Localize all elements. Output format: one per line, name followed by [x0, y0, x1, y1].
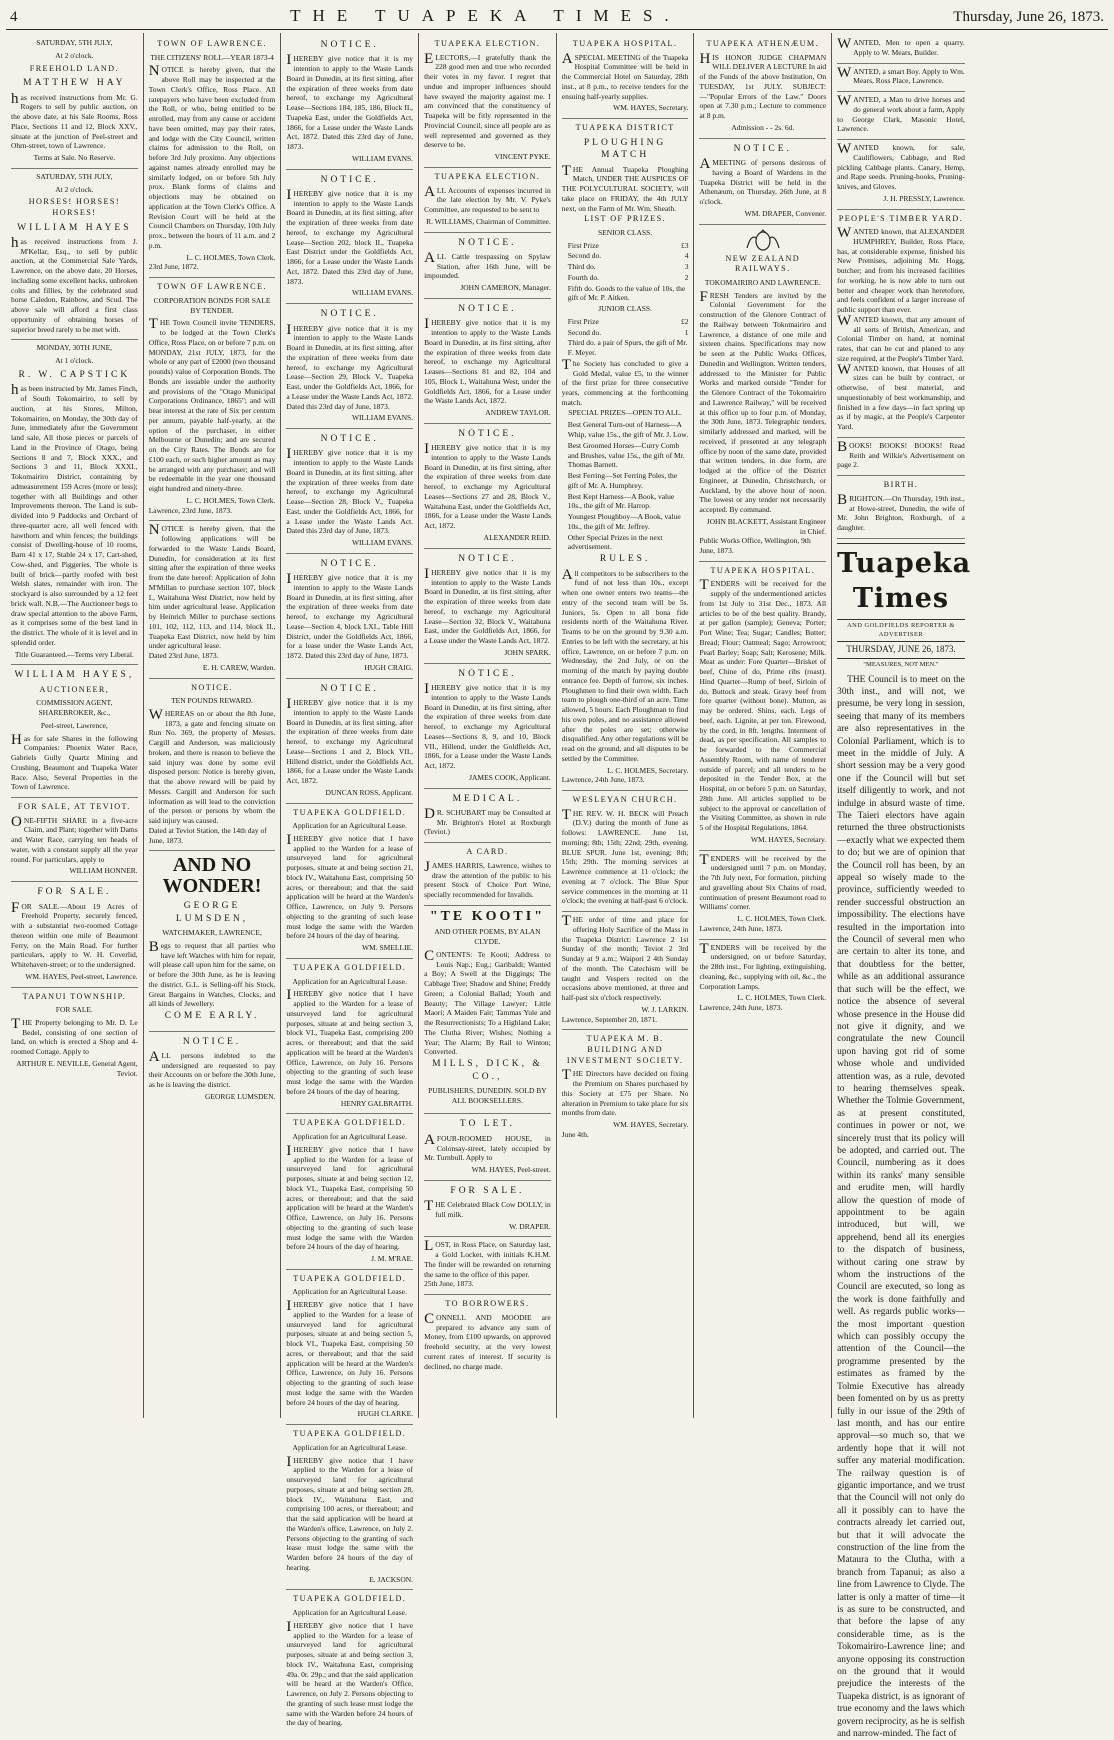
- ad-body: BRIGHTON.—On Thursday, 19th inst., at Howe-street, Dunedin, the wife of Mr. John Brighton, Roxburgh, of a daughter.: [837, 491, 965, 533]
- ad-date: Public Works Office, Wellington, 9th June, 1873.: [699, 536, 811, 556]
- wanted-ad: [837, 140, 965, 210]
- ad-signature: VINCENT PYKE.: [494, 152, 551, 162]
- ad-body: IHEREBY give notice that it is my intention to apply to the Waste Lands Board in Dunedin, at its first sitting, after the expiration of three weeks from date hereof, to exchange my Agricultural Lease—Section 29, Block V., Tuapeka East, under the Goldfields Act, 1866, for a Lease under the Waste Lands Act, 1872. Dated this 23rd day of June, 1873.: [286, 321, 414, 411]
- ad-subheading: FOR SALE.: [55, 1005, 93, 1015]
- ad-heading: TUAPEKA GOLDFIELD.: [293, 962, 407, 972]
- ad-name: WILLIAM HAYES: [17, 222, 132, 233]
- nameplate: Tuapeka Times: [837, 543, 965, 620]
- lost-notice: [424, 1237, 551, 1295]
- card-notice: [424, 843, 551, 906]
- ad-signature: WILLIAM EVANS.: [351, 413, 414, 423]
- ad-subheading: PUBLISHERS, DUNEDIN. SOLD BY ALL BOOKSELLERS.: [428, 1085, 547, 1105]
- ad-body: IHEREBY give notice that it is my intention to apply to the Waste Lands Board in Dunedin, at its first sitting, after the expiration of three weeks from date hereof, to exchange my Agricultural Leases—Sections 81 and 82, 104 and 105, Block I., Waitahuna West, under the Goldfields Act, 1866, for a Lease under the Waste Lands Act, 1872.: [424, 316, 551, 406]
- tapanui-township-ad: [11, 988, 138, 1084]
- lease-notice: [286, 679, 413, 804]
- ad-heading: TUAPEKA GOLDFIELD.: [293, 1118, 407, 1128]
- ad-signature: JOHN CAMERON, Manager.: [460, 283, 551, 293]
- ad-body: FOR SALE.—About 19 Acres of Freehold Property, securely fenced, with a substantial two-roomed Cottage thereon within one mile of Beaumont Ferry, on the Main Road. For further particulars, apply to W. H. Coverlid, Whitehaven-street; or to the undersigned.: [11, 899, 138, 969]
- ad-body: ELECTORS,—I gratefully thank the 228 good men and true who recorded their votes in my favor. I regret that undue and improper influences should have swayed the majority against me. I am convinced that the constituency of Tuapeka will be fitly represented in the Provincial Council, since all people are as well represented and governed as they deserve to be.: [424, 50, 551, 150]
- wesleyan-church-notice: [562, 791, 689, 912]
- ad-body: WANTED known, for sale, Cauliflowers, Cabbage, and Red pickling Cabbage plants. Canary, Hemp, and Rape seeds. Pruning-hooks, Pruning-knives, and Gloves.: [837, 141, 965, 191]
- ad-title: PLOUGHING MATCH: [583, 137, 667, 161]
- ad-subheading: Application for an Agricultural Lease.: [292, 976, 407, 986]
- ad-heading: NOTICE.: [733, 143, 792, 154]
- ad-heading: TO LET.: [459, 1119, 515, 1130]
- column-2: [144, 33, 282, 1418]
- ad-signature: WILLIAM HONNER.: [69, 866, 138, 876]
- ad-heading: MEDICAL.: [452, 793, 523, 804]
- ad-heading: FOR SALE.: [37, 887, 112, 898]
- ad-body: TENDERS will be received by the undersigned until 7 p.m. on Monday, the 7th July next, For formation, pitching and gravelling about Six Chains of road, continuation of present Beaumont road to Williams' corner.: [699, 851, 827, 912]
- ad-heading: TUAPEKA ATHENÆUM.: [706, 39, 820, 48]
- ad-heading: WESLEYAN CHURCH.: [572, 795, 678, 804]
- ad-call-to-action: COME EARLY.: [164, 1011, 260, 1022]
- ad-signature: JOHN BLACKETT, Assistant Engineer in Chief.: [706, 516, 827, 536]
- ad-signature: JOHN SPARK.: [504, 647, 551, 657]
- ad-body: WANTED, a Man to drive horses and do general work about a farm, Apply to George Clark, Masonic Hotel, Lawrence.: [837, 93, 965, 134]
- prize-value: 2: [684, 272, 689, 282]
- ad-signature: ARTHUR E. NEVILLE, General Agent, Teviot.: [16, 1058, 138, 1078]
- waste-lands-notice: [149, 521, 276, 678]
- ad-body: IHEREBY give notice that it is my intention to apply to the Waste Lands Board in Dunedin, at its first sitting, after the expiration of three weeks from date hereof, to exchange my Agricultural Leases—Sections 27 and 28, Block V., Waitahuna East, under the Goldfields Act, 1866, for a Lease under the Waste Lands Act, 1872.: [424, 441, 551, 531]
- election-accounts: [424, 168, 551, 233]
- ad-signature: R. WILLIAMS, Chairman of Committee.: [426, 216, 551, 226]
- ad-body: NOTICE is hereby given, that the above Roll may be inspected at the Town Clerk's Office, Ross Place. All ratepayers who have been excluded from the Roll, or who, being entitled to be enrolled, may from any cause or accident have been omitted, may pay their rates, and lodge with the City Council, written claims for admission to the Roll, on before 3rd July proximo. Any objections against names already enrolled may be similarly lodged, on or before 5th July prox. Blank forms of claims and objections may be obtained on application at the Town Clerk's Office. A Revision Court will be held at the Council Chambers on Thursday, 10th July prox., between the hours of 11 a.m. and 2 p.m.: [148, 63, 276, 250]
- wanted-ad: [837, 64, 965, 93]
- election-thanks: [424, 35, 551, 168]
- birth-notice: [837, 476, 965, 539]
- ad-body: THE Directors have decided on fixing the Premium on Shares purchased by this Society at £75 per Share. No alteration in Premium to take place for six months from date.: [561, 1067, 689, 1118]
- ad-heading: BIRTH.: [883, 480, 919, 490]
- prize-label: Second do.: [567, 251, 602, 261]
- ad-date: 25th June, 1873.: [424, 1279, 474, 1289]
- ad-heading: PEOPLE'S TIMBER YARD.: [838, 213, 964, 223]
- goldfield-application: [286, 1425, 413, 1590]
- ad-date: MONDAY, 30TH JUNE,: [36, 343, 113, 353]
- ad-signature: W. J. LARKIN.: [641, 1004, 689, 1014]
- ad-heading: NOTICE.: [458, 303, 517, 314]
- ad-terms: Terms at Sale. No Reserve.: [33, 153, 116, 162]
- ad-heading: "TE KOOTI": [429, 908, 545, 924]
- rules-heading: RULES.: [599, 554, 651, 565]
- ad-body: IHEREBY give notice that I have applied to the Warden for a lease of unsurveyed land for agricultural purposes, situate at and being section 28, block IV., Waitahuna East, and comprising 100 acres, or thereabout; and that the said application will be heard at the Warden's office, Lawrence, on July 2. Persons objecting to the granting of such lease must lodge the same with the Warden before 24 hours of the day of hearing.: [286, 1453, 414, 1572]
- column-3: [281, 33, 419, 1728]
- ad-heading: TUAPEKA GOLDFIELD.: [293, 1273, 407, 1283]
- ad-body: IHEREBY give notice that I have applied to the Warden for a lease of unsurveyed land for agricultural purposes, situate at and being section 5, block VI., Tuapeka East, comprising 50 acres, or thereabout; and that the said application will be heard at the Warden's Office, Lawrence, on July 16. Persons objecting to the granting of such lease must lodge the same with the Warden before 24 hours of the day of hearing.: [286, 1298, 414, 1407]
- building-society-notice: [562, 1030, 689, 1144]
- ad-signature: WILLIAM EVANS.: [351, 288, 414, 298]
- ad-heading: TUAPEKA ELECTION.: [434, 39, 541, 48]
- mass-notice: [562, 912, 689, 1030]
- prize-row: [568, 241, 689, 251]
- ad-body: IHEREBY give notice that I have applied to the Warden for a lease of unsurveyed land for agricultural purposes, situate at and being section 12, block VI., Tuapeka East, comprising 50 acres, or thereabout; and that the said application will be heard at the Warden's Office, Lawrence, on July 16. Persons objecting to the granting of such lease must lodge the same with the Warden before 24 hours of the day of hearing.: [286, 1142, 414, 1252]
- ad-name: MATTHEW HAY: [23, 78, 126, 89]
- capstick-auction-ad: [11, 340, 138, 665]
- ad-body: WANTED known, that ALEXANDER HUMPHREY, Builder, Ross Place, has, at considerable expense, finished his New Premises, adjoining Mr. Hogg, butcher; and from his increased facilities for working, he is now able to turn out better and cheaper work than heretofore, and feels confident of a larger increase of public support than ever.: [837, 225, 965, 315]
- ad-signature: J. H. PRESSLY, Lawrence.: [883, 193, 965, 203]
- ad-signature: WILLIAM EVANS.: [351, 153, 414, 163]
- ad-heading: FREEHOLD LAND.: [29, 63, 119, 73]
- prize-label: First Prize: [567, 240, 599, 250]
- ad-signature: JAMES COOK, Applicant.: [469, 772, 551, 782]
- column-6: [694, 33, 832, 1418]
- ad-date: Lawrence, 24th June, 1873.: [699, 923, 783, 933]
- lease-notice: [424, 549, 551, 664]
- ad-heading: FOR SALE.: [450, 1185, 525, 1196]
- ad-body: IHEREBY give notice that I have applied to the Warden for a lease of unsurveyed land for agricultural purposes, situate at and being section 3, block IV., Waitahuna East, comprising 49a. 0r. 29p.; and that the said application will be heard at the Warden's Office, Lawrence, on July 2. Persons objecting to the granting of such lease must lodge the same with the Warden before 24 hours of the day of hearing.: [286, 1618, 414, 1728]
- ad-body: WANTED known, that any amount of all sorts of British, American, and Colonial Timber on hand, at nominal rates, that can be cut and planed to any size required, at the People's Timber Yard.: [837, 312, 965, 363]
- prize-row: [568, 317, 689, 327]
- hospital-tender-ad: [699, 562, 826, 851]
- ad-body: WHEREAS on or about the 8th June, 1873, a gate and fencing situate on Run No. 369, the property of Messrs. Cargill and Anderson, was maliciously broken, and there is reason to believe the said injury was done by some evil disposed person: Notice is hereby given, that the above reward will be paid by Messrs. Cargill and Anderson for such information as will lead to the conviction of the person or persons by whom the said injury was caused.: [148, 706, 276, 826]
- ad-heading: NOTICE.: [320, 40, 379, 50]
- prize-row: Third do. a pair of Spurs, the gift of Mr. F. Meyer.: [567, 338, 688, 358]
- ad-heading: NOTICE.: [320, 434, 379, 445]
- ad-body: IHEREBY give notice that it is my intention to apply to the Waste Lands Board in Dunedin, at its first sitting, after the expiration of three weeks from date hereof, to exchange my Agricultural Lease—Section 4, block LXI., Table Hill District, under the Goldfields Act, 1866, for a lease under the Waste Lands Act, 1872. Dated this 23rd day of June, 1873.: [286, 571, 414, 661]
- rules-body: All competitors to be subscribers to the fund of not less than 10s., except when one owner enters two teams—the entry of the second team will be 5s. Juniors, 5s. Open to all bona fide residents north of the Waitahuna River. Teams to be on the ground by 9.30 a.m. Entries to be left with the secretary, at his office, Lawrence, on or before 7 p.m. on Wednesday, the 2nd July, or on the morning of the match by paying double entrance fee. Depth of furrow, six inches. Ploughmen to find their own width. Each team to plough one-third of an acre. Time allowed, 5 hours. Each Ploughman to find his own poles, and no assistance allowed after the poles are set; otherwise disqualified. Any other regulations will be read on the ground, and all disputes to be settled by the Committee.: [561, 566, 689, 763]
- column-1: [6, 33, 144, 1418]
- wanted-ad: [837, 35, 965, 64]
- ad-body: THE REV. W. H. BECK will Preach (D.V.) during the month of June as follows: LAWRENCE. June 1st, morning; 8th; 15th; 22nd; 29th, evening. BLUE SPUR. June 1st, evening; 8th; 15th; 29th. The morning services at Lawrence commence at 11 o'clock; the evening at 7 o'clock. The Blue Spur service commences in the morning at 11 o'clock; the evening at half-past 6 o'clock.: [561, 806, 689, 906]
- ad-body: FRESH Tenders are invited by the Colonial Government for the construction of the Glenore Contract of the Railway between Tokomairiro and Lawrence, a distance of one mile and sixteen chains. Specifications may now be seen at the Public Works Offices, Dunedin and Wellington. Written tenders, addressed to the Minister for Public Works and marked outside "Tender for the Glenore Contract of the Tokomairiro and Lawrence Railway," will be received at this office up to four p.m. of Monday, the 30th June, 1873. Telegraphic tenders, similarly addressed and marked, will be received, if presented at any telegraph office by noon of the same date, provided that written tenders, in due form, are lodged at the office of the District Engineer, at Dunedin, Christchurch, or Auckland, by the above hour of noon. The lowest or any tender not necessarily accepted. By command.: [699, 288, 827, 515]
- coat-of-arms-icon: [743, 230, 783, 252]
- prize-value: £3: [680, 240, 689, 250]
- prize-value: 3: [684, 262, 689, 272]
- ad-body: CONNELL AND MOODIE are prepared to advance any sum of Money, from £100 upwards, on approved freehold security, at the very lowest current rates of interest. If security is declined, no charge made.: [424, 1310, 551, 1371]
- ad-signature: HUGH CRAIG.: [364, 662, 414, 672]
- admission-price: Admission - - 2s. 6d.: [731, 122, 795, 132]
- junior-prize-list: [562, 317, 689, 358]
- ad-heading: HORSES! HORSES! HORSES!: [28, 197, 120, 217]
- ad-body: WANTED, a smart Boy. Apply to Wm. Mears, Ross Place, Lawrence.: [837, 64, 965, 86]
- ad-signature: DUNCAN ROSS, Applicant.: [325, 787, 414, 797]
- senior-class-heading: SENIOR CLASS.: [598, 227, 653, 237]
- prize-row: Fifth do. Goods to the value of 10s, the gift of Mr. P. Aitken.: [567, 283, 686, 303]
- wanted-ad: [837, 92, 965, 140]
- timber-yard-ad: [837, 210, 965, 438]
- ad-heading: NOTICE.: [320, 174, 379, 185]
- lease-notice: [424, 664, 551, 789]
- cow-sale-ad: [424, 1181, 551, 1238]
- lease-notice: [424, 299, 551, 424]
- ad-terms: Title Guaranteed.—Terms very Liberal.: [14, 649, 134, 659]
- ad-signature: WM. HAYES, Secretary.: [750, 834, 827, 844]
- ad-body: IHEREBY give notice that it is my intention to apply to the Waste Lands Board in Dunedin, at its first sitting, after the expiration of three weeks from date hereof, to exchange my Agricultural Leases—Sections 8, 9, and 10, Block VII., Hillend, under the Goldfields Act, 1866, for a Lease under the Waste Lands Act, 1872.: [424, 681, 551, 771]
- cattle-notice: [424, 233, 551, 299]
- ad-heading: FOR SALE, AT TEVIOT.: [17, 802, 131, 811]
- ad-heading: AND NO WONDER!: [162, 854, 262, 898]
- ad-signature: WM. HAYES, Peel-street, Lawrence.: [25, 971, 138, 981]
- corporation-bonds-notice: [149, 278, 276, 521]
- prize-value: £2: [680, 316, 689, 326]
- prize-row: Best Groomed Horses—Curry Comb and Brushes, value 15s., the gift of Mr. Thomas Barnett.: [567, 440, 685, 470]
- books-ad: [837, 438, 965, 476]
- ad-heading: TUAPEKA HOSPITAL.: [710, 565, 816, 575]
- ad-heading: NOTICE.: [320, 309, 379, 320]
- ad-date: Dated at Teviot Station, the 14th day of June, 1873.: [148, 825, 267, 845]
- prize-row: [568, 251, 689, 261]
- ad-heading: TUAPEKA GOLDFIELD.: [293, 807, 407, 817]
- columns: [6, 33, 1108, 1740]
- ad-heading: TO BORROWERS.: [445, 1299, 530, 1309]
- ad-name: R. W. CAPSTICK: [18, 369, 131, 380]
- ad-signature: WM. HAYES, Secretary.: [613, 1120, 689, 1130]
- nameplate-subtitle: AND GOLDFIELDS REPORTER & ADVERTISER: [847, 622, 955, 638]
- prize-row: [568, 262, 689, 272]
- special-prizes-heading: SPECIAL PRIZES—OPEN TO ALL.: [568, 407, 682, 417]
- ad-location: Peel-street, Lawrence,: [40, 720, 108, 730]
- ad-signature: WM. DRAPER, Convener.: [744, 208, 827, 218]
- ad-body: IHEREBY give notice that it is my intention to apply to the Waste Lands Board in Dunedin, at its first sitting, after the expiration of three weeks from date hereof, to exchange my Agricultural Lease—Sections 1 and 2, Block VII., Hillend district, under the Goldfields Act, 1866, for a Lease under the Waste Lands Act, 1872.: [286, 696, 414, 786]
- ad-heading: NEW ZEALAND RAILWAYS.: [725, 253, 801, 274]
- ad-heading: NOTICE.: [191, 682, 233, 692]
- ad-body: has received instructions from J. M'Kellar, Esq., to sell by public auction, at the Commercial Sale Yards, Lawrence, on the above date, 20 Horses, including some excellent hacks, unbroken colts and fillies, by the celebrated stud horse Caledon, Rainbow, and Scud. The above sale will afford a first class opportunity of obtaining horses of superior breed rarely to be met with.: [11, 234, 138, 334]
- ad-signature: WM. HAYES, Peel-street.: [471, 1165, 551, 1174]
- ad-body: TENDERS will be received by the undersigned, on or before Saturday, the 28th inst., For lighting, extinguishing, cleaning, &c., supplying with oil, &c., the Corporation Lamps.: [699, 940, 827, 991]
- ad-signature: HUGH CLARKE.: [357, 1409, 414, 1419]
- ad-subheading: WATCHMAKER, LAWRENCE,: [162, 928, 262, 938]
- ad-body: ALL Cattle trespassing on Spylaw Station, after 16th June, will be impounded.: [424, 249, 551, 281]
- ad-body: LOST, in Ross Place, on Saturday last, a Gold Locket, with initials K.H.M. The finder will be rewarded on returning the same to the office of this paper.: [424, 1238, 551, 1279]
- ad-date: Lawrence, September 20, 1871.: [561, 1014, 658, 1024]
- ad-signature: HENRY GALBRAITH.: [340, 1098, 414, 1108]
- ad-signature: WILLIAM EVANS.: [351, 538, 414, 548]
- ad-name: WILLIAM HAYES,: [14, 670, 135, 681]
- ad-name: GEORGE LUMSDEN,: [175, 901, 249, 924]
- editorial-text: THE Council is to meet on the 30th inst., and will not, we presume, be very long in session, seeing that many of its members are also representatives in the Colonial Parliament, which is to meet in the middle of July. A short session may be a very good one if the Council will but set itself diligently to work, and not indulge in absurd waste of time. The Taieri electors have again returned the three obstructionists—exactly what we expected them to do; but we are of opinion that the Council roll has been, by an appeal so wisely made to the province, sufficiently weeded to render successful obstruction an impossibility. The elections have resulted in the importation into the Council of several men who are certain to alter its tone, and that doubtless for the better, while as an additional assurance that such will be the effect, we notice the absence of several whose presence in the House did not give it dignity, and we congratulate the new Council upon having got rid of some whose whole and undivided attention was, as a rule, devoted to hearing themselves speak. Whether the Tolmie Government, as at present constituted, continues in power or not, we sincerely trust that its policy will be adopted, and carried out. The Council, numbering as it does within its ranks' many sensible and erudite men, will hardly allow the question of mode of appointment to be again introduced, but will, we apprehend, bend all its energies to the dispatch of business, without caring one straw by whom the instructions of the Council are executed, so long as the work is done faithfully and well. As regards public works—the most important question which can possibly occupy the attention of the Council—the programme presented by the estimates as framed by the Tolmie Executive has already been fomented on by us as pretty fully in our issue of the 29th of last month, and has our entire approval—so much so, that we ardently hope that it will not suffer any material modification. The railway question is of gigantic importance, and we trust that the Council will not only do all it possibly can to have the contracts already let carried out, but that it will advocate the construction of the line from the Mataura to the Clutha, with a branch from Tapanui; as also a line from Lawrence to Clyde. The latter is only a matter of time—it is as sure to be constructed, and that before the lapse of any considerable time, as is the Tokomairiro-Lawrence line; and anyone opposing its construction on the ground that it would prejudice the interests of the Tuapeka district, is as ignorant of true economy and the laws which govern reciprocity, as he is selfish and narrow-minded. The fact of: [837, 674, 965, 1740]
- prize-row: [568, 328, 689, 338]
- ad-body: THE Celebrated Black Cow DOLLY, in full milk.: [424, 1198, 551, 1219]
- ad-heading: TOWN OF LAWRENCE.: [157, 39, 267, 48]
- goldfield-application: [286, 1590, 413, 1733]
- ad-body: TENDERS will be received for the supply of the undermentioned articles from 1st July to 31st Dec., 1873. All articles to be of the best quality. Brandy, at per gallon (sample); Geneva; Porter; Port Wine; Tea; Sugar; Candles; Butter; Bread; Flour; Oatmeal; Sago; Arrowroot; Pearl Barley; Soap; Salt; Kerosene; Milk. Meat as under: Fore Quarter—Brisket of beef, Chine of do, Prime ribs (roast). Hind Quarter—Rump of beef, Sirloin of do, Buttock and steak. Gravy beef from fore quarter (without bone). Mutton, as may be ordered. Shins, each. Legs of beef, each. Lignite, at per ton. Firewood, by the cord, in 8ft. lengths. Interment of dead, as per specification. All samples to be forwarded to the Commercial Assembly Room, with name of tenderer outside of parcel; and all tenders to be deposited in the Tender Box, at the Hospital, on or before 5 p.m. on Saturday, 28th June. All articles supplied to be subject to the approval or cancellation of the Visiting Committee, as shown in rule 5 of the Hospital Regulations, 1864.: [699, 577, 827, 833]
- masthead-title: THE TUAPEKA TIMES.: [290, 6, 681, 25]
- ad-body: BOOKS! BOOKS! BOOKS! Read Reith and Wilkie's Advertisement on page 2.: [837, 438, 965, 470]
- borrowers-ad: [424, 1295, 551, 1376]
- ad-subheading: Application for an Agricultural Lease.: [292, 1287, 407, 1297]
- ad-heading: AUCTIONEER,: [39, 684, 110, 694]
- lumsden-accounts-notice: [149, 1032, 276, 1107]
- ad-body: The Society has concluded to give a Gold Medal, value £5, to the winner of the first prize for three consecutive years, commencing at the forthcoming match.: [561, 356, 689, 407]
- prize-label: Third do.: [567, 262, 596, 272]
- prize-label: Second do.: [567, 327, 602, 337]
- ad-heading: NOTICE.: [320, 683, 379, 694]
- ploughing-match-ad: [562, 119, 689, 791]
- ad-body: WANTED, Men to open a quarry. Apply to W. Mears, Builder.: [837, 36, 965, 57]
- lease-notice: [286, 170, 413, 305]
- prize-row: Other Special Prizes in the next advertisement.: [567, 532, 663, 552]
- hayes-auctioneer-ad: [11, 665, 138, 798]
- lease-notice: [424, 424, 551, 549]
- prize-label: First Prize: [567, 316, 599, 326]
- prize-value: 1: [684, 327, 689, 337]
- column-4: [419, 33, 557, 1418]
- prize-row: Best Kept Harness—A Book, value 10s., the gift of Mr. Harrop.: [567, 491, 675, 511]
- ad-subheading: TEN POUNDS REWARD.: [171, 696, 253, 706]
- ad-body: DR. SCHUBART may be Consulted at Mr. Brighton's Hotel at Roxburgh (Teviot.): [424, 805, 551, 837]
- teviot-sale-ad: [11, 798, 138, 882]
- goldfield-application: [286, 1114, 413, 1269]
- ad-signature: L. C. HOLMES, Town Clerk.: [186, 252, 276, 262]
- ad-body: NOTICE is hereby given, that the following applications will be forwarded to the Waste Lands Board, Dunedin, for consideration at its first sitting after the expiration of three weeks from the date hereof: Application of John M'Millan to purchase section 107, block I., Waitahuna West District, now held by him under agricultural lease. Application by Heinrich Miller to purchase sections 101, 102, 112, 113, and 114, block II., Tuapeka East District, now held by him under agricultural lease.: [148, 522, 276, 651]
- ad-name: MILLS, DICK, & CO.,: [432, 1059, 543, 1082]
- wardens-meeting-notice: [699, 139, 826, 225]
- ad-body: THE order of time and place for offering Holy Sacrifice of the Mass in the Tuapeka District: Lawrence 2 1st Sunday of the month; Teviot 2 3rd Sunday at 9 a.m.; Waipori 2 4th Sunday of the month. The Catechism will be taught and Vespers recited on the occasions above mentioned, at three and half-past six o'clock respectively.: [561, 913, 689, 1003]
- masthead-date: Thursday, June 26, 1873.: [953, 9, 1104, 25]
- ad-signature: J. M. M'RAE.: [371, 1254, 414, 1264]
- prize-row: Youngest Ploughboy—A Book, value 10s., the gift of Mr. Jeffrey.: [567, 512, 681, 531]
- ad-date: Dated 23rd June, 1873.: [148, 651, 219, 661]
- lumsden-watchmaker-ad: [149, 851, 276, 1031]
- lease-notice: [286, 304, 413, 429]
- ad-subheading: COMMISSION AGENT, SHAREBROKER, &c.,: [36, 698, 113, 717]
- ad-signature: L. C. HOLMES, Town Clerk.: [737, 993, 827, 1003]
- lease-notice: [286, 554, 413, 679]
- reward-notice: [149, 679, 276, 852]
- ad-date: SATURDAY, 5TH JULY,: [36, 38, 113, 47]
- hospital-meeting: [562, 35, 689, 119]
- ad-heading: NOTICE.: [320, 558, 379, 569]
- prize-list-heading: LIST OF PRIZES.: [584, 214, 667, 224]
- ad-body: Has for sale Shares in the following Companies: Phoenix Water Race, Gabriels Gully Quartz Mining and Crushing, Beaumont and Tuapeka Water Race. Also, Several Properties in the Town of Lawrence.: [11, 731, 138, 792]
- medical-notice: [424, 789, 551, 844]
- senior-prize-list: [562, 241, 689, 304]
- ad-date: SATURDAY, 5TH JULY,: [36, 171, 113, 181]
- ad-body: WANTED known, that Houses of all sizes can be built by contract, or otherwise, of best material, and unquestionably of best workmanship, and finished in a few days—in fact spring up as if by magic, at the People's Carpenter Yard.: [837, 361, 965, 432]
- ad-body: AFOUR-ROOMED HOUSE, in Colonsay-street, lately occupied by Mr. Turnbull. Apply to: [424, 1131, 551, 1163]
- prize-row: [568, 273, 689, 283]
- ad-signature: GEORGE LUMSDEN.: [204, 1091, 276, 1101]
- ad-subheading: AND OTHER POEMS, BY ALAN CLYDE.: [434, 927, 541, 947]
- ad-body: ONE-FIFTH SHARE in a five-acre Claim, and Plant; together with Dams and Water Race, carrying ten heads of water, with a constant supply all the year round. For particulars, apply to: [11, 813, 138, 864]
- masthead: [6, 4, 1108, 30]
- column-7: [832, 33, 972, 1740]
- ad-body: IHEREBY give notice that I have applied to the Warden for a lease of unsurveyed land for agricultural purposes, situate at and being section 3, block VI., Tuapeka East, comprising 200 acres, or thereabout; and that the said application will be heard at the Warden's Office, Lawrence, on July 16. Persons objecting to the granting of such lease must lodge the same with the Warden before 24 hours of the day of hearing.: [286, 987, 414, 1096]
- ad-subheading: Application for an Agricultural Lease.: [292, 1608, 407, 1617]
- ad-body: HIS HONOR JUDGE CHAPMAN WILL DELIVER A LECTURE In aid of the Funds of the above Institution, On TUESDAY, 1st JULY. SUBJECT:—"Popular Errors of the Law." Doors open at 7.30 p.m.; Lecture to commence at 8 p.m.: [699, 50, 827, 121]
- athenaeum-lecture-ad: [699, 35, 826, 139]
- ad-subheading: Application for an Agricultural Lease.: [292, 1132, 407, 1142]
- ad-body: IHEREBY give notice that I have applied to the Warden for a lease of unsurveyed land for agricultural purposes, situate at and being section 21, block IV., Waitahuna East, comprising 50 acres, or thereabout; and that the said application will be heard at the Warden's Office, Lawrence, on July 9. Persons objecting to the granting of such lease must lodge the same with the Warden before 24 hours of the day of hearing.: [286, 831, 414, 941]
- ad-subheading: Application for an Agricultural Lease.: [292, 821, 407, 831]
- page-number: 4: [10, 9, 18, 25]
- ad-heading: TUAPEKA M. B. BUILDING AND INVESTMENT SOCIETY.: [566, 1034, 684, 1065]
- freehold-sale-ad: [11, 882, 138, 987]
- ad-body: has been instructed by Mr. James Finch, of South Tokomairiro, to sell by auction, at his Stores, Milton, Tokomairiro, on Monday, the 30th day of June, immediately after the Government land sale, All those pieces or parcels of Land in the Province of Otago, being Sections 8 and 7, Block XXX., and Sections 3 and 11, Block XXXI., Tokomairiro District, containing by admeasurement 159 Acres (more or less); together with all Buildings and other Improvements thereon. The Land is sub-divided into 9 Paddocks and Orchard of three-quarter acre, all well fenced with hawthorn and whin fences; the buildings consist of Dwelling-house of 10 rooms, Barn 41 x 17, Stable 24 x 17, Cart-shed, Cow-shed, and Piggeries. The whole is built of brick—partly roofed with best Welsh slates, remainder with iron. The stockyard is also surrounded by a 12 feet brick wall. N.B.—The Auctioneer begs to draw special attention to the above Farm, as it comprises some of the best land in the district. The whole of it is level and in splendid order.: [11, 382, 138, 647]
- ad-signature: L. C. HOLMES, Town Clerk.: [186, 495, 276, 505]
- ad-body: IHEREBY give notice that it is my intention to apply to the Waste Lands Board in Dunedin, at its first sitting, after the expiration of three weeks from date hereof, to exchange my Agricultural Lease—Section 32, Block V., Waitahuna East, under the Goldfields Act, 1866, for a Lease under the Waste Lands Act, 1872.: [424, 565, 551, 646]
- ad-subheading: CORPORATION BONDS FOR SALE BY TENDER.: [153, 295, 271, 315]
- ad-heading: NOTICE.: [458, 553, 517, 564]
- ad-heading: NOTICE.: [458, 668, 517, 679]
- nameplate-date: THURSDAY, JUNE 26, 1873.: [837, 641, 965, 659]
- ad-signature: L. C. HOLMES, Town Clerk.: [737, 914, 827, 924]
- ad-signature: ANDREW TAYLOR.: [485, 408, 551, 417]
- ad-date: June 4th.: [561, 1129, 589, 1139]
- ad-date: Lawrence, 23rd June, 1873.: [148, 505, 232, 515]
- special-prize-list: [562, 420, 689, 552]
- ad-heading: A CARD.: [466, 847, 509, 857]
- freehold-land-ad: [11, 35, 138, 169]
- ad-heading: TUAPEKA GOLDFIELD.: [293, 1594, 407, 1604]
- prize-row: Best General Turn-out of Harness—A Whip, value 15s., the gift of Mr. J. Low.: [567, 420, 689, 440]
- ad-signature: ALEXANDER REID.: [483, 532, 551, 542]
- ad-heading: NOTICE.: [458, 428, 517, 439]
- ad-signature: L. C. HOLMES, Secretary.: [607, 765, 689, 775]
- to-let-ad: [424, 1114, 551, 1180]
- ad-body: ASPECIAL MEETING of the Tuapeka Hospital Committee will be held in the Commercial Hotel on Saturday, 28th inst., at 8 p.m., to receive tenders for the ensuing half-yearly supplies.: [561, 50, 689, 101]
- goldfield-application: [286, 1270, 413, 1425]
- ad-body: Begs to request that all parties who have left Watches with him for repair, will please call upon him for the same, on or before the 30th June, as he is leaving the district. G.L. is Selling-off his Stock. Great Bargains in Watches, Clocks, and all kinds of Jewellery.: [148, 938, 276, 1009]
- ad-subheading: Application for an Agricultural Lease.: [292, 1442, 407, 1452]
- ad-heading: NOTICE.: [182, 1036, 242, 1047]
- ad-subheading: THE CITIZENS' ROLL—YEAR 1873-4: [150, 52, 274, 62]
- goldfield-application: [286, 804, 413, 959]
- ad-date: 23rd June, 1872.: [148, 262, 199, 272]
- ad-body: THE Annual Tuapeka Ploughing Match, UNDER THE AUSPICES OF THE POLYCULTURAL SOCIETY, will take place on FRIDAY, the 4th JULY next, on the Farm of Mr. Wm. Sheath.: [561, 162, 689, 213]
- ad-body: IHEREBY give notice that it is my intention to apply to the Waste Lands Board in Dunedin, at its first sitting, after the expiration of three weeks from date hereof, to exchange my Agricultural Lease—Section 202, block II., Tuapeka East District under the Goldfields Act, 1866, for a Lease under the Waste Lands Act, 1872. Dated this 23rd day of June, 1873.: [286, 186, 414, 286]
- ad-body: ALL persons indebted to the undersigned are requested to pay their Accounts on or before the 30th June, as he is leaving the district.: [148, 1048, 276, 1090]
- book-ad: [424, 906, 551, 1115]
- horses-sale-ad: [11, 169, 138, 341]
- ad-heading: TUAPEKA ELECTION.: [434, 171, 541, 181]
- ad-heading: NOTICE.: [458, 237, 517, 248]
- ad-time: At 1 o'clock.: [55, 356, 94, 366]
- railways-tender-ad: [699, 225, 826, 562]
- prize-label: Fourth do.: [567, 272, 600, 282]
- ad-heading: TAPANUI TOWNSHIP.: [22, 991, 127, 1001]
- ad-heading: TUAPEKA DISTRICT: [575, 123, 675, 133]
- prize-row: Best Ferring—Set Ferring Poles, the gift of Mr. A. Humphrey.: [567, 471, 678, 490]
- junior-class-heading: JUNIOR CLASS.: [598, 304, 652, 314]
- lease-notice: [286, 35, 413, 170]
- ad-body: THE Town Council invite TENDERS, to be lodged at the Town Clerk's Office, Ross Place, on or before 7 p.m. on MONDAY, 21st JULY, 1873, for the whole or any part of £2000 (two thousand pounds) value of Corporation Bonds. The Bonds are issuable under the authority and provisions of the "Otago Municipal Corporations Ordinance, 1865"; and will bear interest at the rate of Six per centum per annum, payable half-yearly, at the option of the purchaser, in either Melbourne or Dunedin; and are secured on the City Rates. The Bonds are for £100 each, or such higher amount as may be arranged with any purchaser; and will be redeemable in the year one thousand eight hundred and ninety-three.: [148, 316, 276, 494]
- ad-body: AMEETING of persons desirous of having a Board of Wardens in the Tuapeka District will be held in the Athenæum, on Thursday, 26th June, at 8 o'clock.: [699, 156, 827, 206]
- nameplate-motto: "MEASURES, NOT MEN.": [863, 660, 939, 668]
- ad-body: CONTENTS: Te Kooti; Address to Louis Nap.; Eug.; Garibaldi; Wanted a Boy; A Swell at the Diggings; The Cabbage Tree; Shadow and Shine; Freddy Green; a Colonial Ballad; Youth and Beauty; The Village Lawyer; Little Maori; A Maiden Fair; Tammas Yule and the Resurrectionists; To a Highland Lake; The Clutha River; Wishes; Nothing a Year; The Alarm; By Rail to Winton; Converted.: [424, 947, 551, 1057]
- ad-heading: TUAPEKA HOSPITAL.: [572, 39, 678, 48]
- citizens-roll-notice: [149, 35, 276, 278]
- goldfield-application: [286, 959, 413, 1114]
- prize-value: 4: [684, 251, 689, 261]
- ad-heading: TUAPEKA GOLDFIELD.: [293, 1429, 407, 1439]
- ad-signature: WM. HAYES, Secretary.: [613, 103, 689, 113]
- ad-body: IHEREBY give notice that it is my intention to apply to the Waste Lands Board in Dunedin, at its first sitting, after the expiration of three weeks from date hereof, to exchange my Agricultural Lease—Sections 184, 185, 186, Block II., Tuapeka East, under the Goldfields Act, 1866, for a Lease under the Waste Lands Act, 1872. Dated this 23rd day of June, 1873.: [286, 52, 414, 152]
- ad-body: ALL Accounts of expenses incurred in the late election by Mr. V. Pyke's Committee, are requested to be sent to: [424, 183, 551, 215]
- column-5: [557, 33, 695, 1418]
- ad-body: IHEREBY give notice that it is my intention to apply to the Waste Lands Board in Dunedin, at its first sitting, after the expiration of three weeks from date hereof, to exchange my Agricultural Lease—Section 28, Block V., Tuapeka East, under the Goldfields Act, 1866, for a Lease under the Waste Lands Act. Dated this 23rd day of June, 1873.: [286, 446, 414, 536]
- ad-heading: TOWN OF LAWRENCE.: [157, 282, 267, 292]
- ad-signature: WM. SMELLIE.: [362, 943, 414, 953]
- ad-signature: E. H. CAREW, Warden.: [202, 662, 276, 672]
- lamps-tender-ad: [699, 940, 826, 1018]
- ad-subheading: TOKOMAIRIRO AND LAWRENCE.: [704, 277, 821, 287]
- ad-signature: W. DRAPER.: [509, 1221, 551, 1231]
- road-tender-ad: [699, 851, 826, 940]
- ad-date: Lawrence, 24th June, 1873.: [561, 775, 645, 785]
- ad-time: At 2 o'clock.: [55, 50, 94, 60]
- ad-body: THE Property belonging to Mr. D. Le Bedel, consisting of one section of land, on which is erected a Shop and 4-roomed Cottage. Apply to: [11, 1015, 138, 1057]
- ad-signature: E. JACKSON.: [369, 1574, 414, 1584]
- ad-body: has received instructions from Mr. G. Rogers to sell by public auction, on the above date, at his Sale Rooms, Ross Place, Sections 11 and 12, Block XXV., situate at the junction of Peel-street and Ohrn-street, town of Lawrence.: [11, 90, 138, 151]
- ad-date: Lawrence, 24th June, 1873.: [699, 1003, 783, 1013]
- ad-time: At 2 o'clock.: [55, 184, 94, 194]
- lease-notice: [286, 429, 413, 554]
- ad-body: JAMES HARRIS, Lawrence, wishes to draw the attention of the public to his present Stock of Choice Port Wine, specially recommended for Invalids.: [424, 858, 551, 900]
